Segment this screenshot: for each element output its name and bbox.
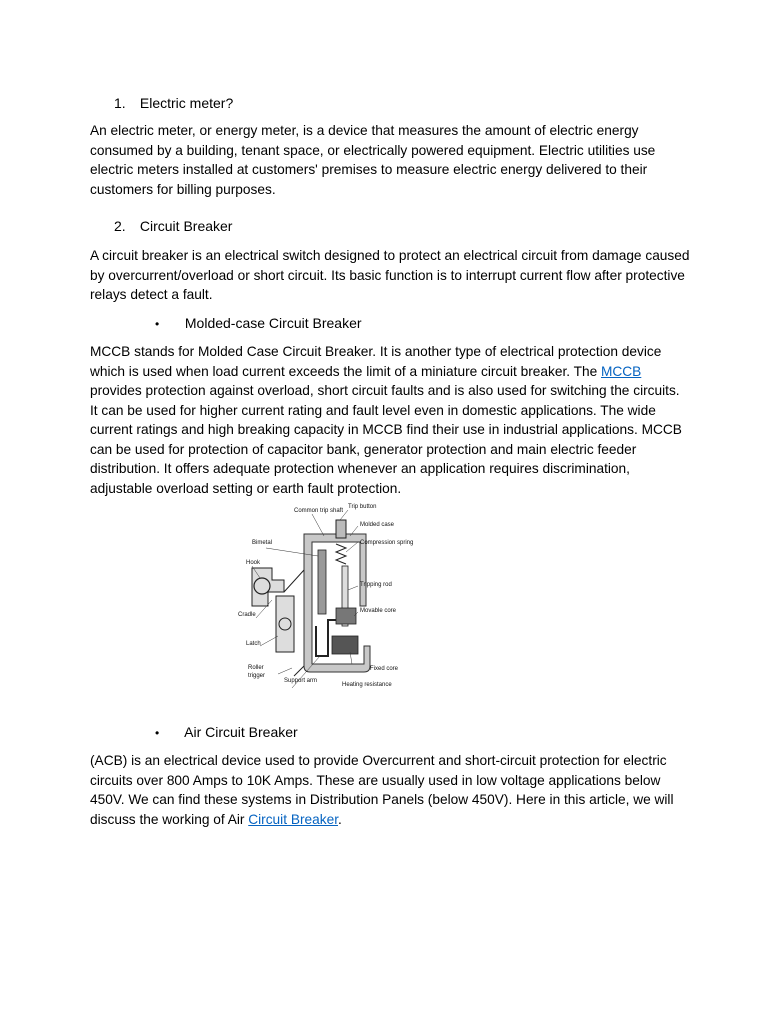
bullet-acb: [155, 723, 298, 741]
mccb-link[interactable]: MCCB: [601, 363, 642, 379]
label-molded-case: Molded case: [360, 522, 395, 528]
label-cradle: Cradle: [238, 612, 256, 618]
bimetal-shape: [318, 550, 326, 614]
bullet-icon: •: [155, 726, 160, 740]
label-trigger: trigger: [248, 673, 266, 679]
acb-text: (ACB) is an electrical device used to provide Overcurrent and short-circuit protection for electric circuits over 800 Amps to 10K Amps. These are usually used in low voltage applications below 450V. We can find these systems in Distribution Panels (below 450V). Here in this article, we will discuss the working of Air: [90, 753, 674, 827]
label-trip-button: Trip button: [348, 504, 377, 510]
acb-paragraph: [90, 751, 690, 829]
label-fixed-core: Fixed core: [370, 666, 399, 672]
mccb-diagram-svg: [232, 496, 414, 692]
bullet-label: Molded-case Circuit Breaker: [184, 315, 362, 331]
heading-label: Circuit Breaker: [139, 218, 233, 234]
label-support-arm: Support arm: [284, 678, 318, 684]
bullet-mccb: [155, 314, 362, 332]
acb-text-end: .: [338, 811, 342, 827]
label-compression-spring: Compression spring: [360, 540, 414, 546]
label-latch: Latch: [246, 641, 261, 647]
electric-meter-paragraph: An electric meter, or energy meter, is a device that measures the amount of electric energy consumed by a building, tenant space, or electrically powered equipment. Electric utilities use electric meters installed at customers' premises to measure electric energy delivered to their customers for billing purposes.: [90, 123, 656, 197]
label-roller: Roller: [248, 665, 264, 671]
mccb-paragraph: [90, 342, 690, 498]
heading-circuit-breaker: [114, 217, 232, 235]
label-heating-resistance: Heating resistance: [342, 682, 392, 688]
mccb-text-2: provides protection against overload, short circuit faults and is also used for switching the circuits. It can be used for higher current rating and fault level even in domestic applications. The wide current ratings and high breaking capacity in MCCB find their use in industrial applications. MCCB can be used for protection of capacitor bank, generator protection and main electric feeder distribution. It offers adequate protection whenever an application requires discrimination, adjustable overload setting or earth fault protection.: [90, 383, 682, 496]
mccb-diagram: [232, 496, 414, 692]
heading-number: 1.: [114, 95, 126, 111]
heading-number: 2.: [114, 218, 126, 234]
mccb-text-1: MCCB stands for Molded Case Circuit Breaker. It is another type of electrical protection device which is used when load current exceeds the limit of a miniature circuit breaker. The: [90, 344, 662, 379]
label-common-trip-shaft: Common trip shaft: [294, 508, 344, 514]
movable-core-shape: [336, 608, 356, 624]
fixed-core-shape: [332, 636, 358, 654]
heading-electric-meter: [114, 94, 233, 112]
bullet-icon: •: [155, 317, 160, 331]
circuit-breaker-paragraph: A circuit breaker is an electrical switch designed to protect an electrical circuit from damage caused by overcurrent/overload or short circuit. Its basic function is to interrupt current flow after protective relays detect a fault.: [90, 248, 690, 302]
label-hook: Hook: [246, 560, 261, 566]
label-movable-core: Movable core: [360, 608, 397, 614]
heading-label: Electric meter?: [139, 95, 234, 111]
bullet-label: Air Circuit Breaker: [184, 724, 298, 740]
label-bimetal: Bimetal: [252, 540, 273, 546]
label-tripping-rod: Tripping rod: [360, 582, 392, 588]
trip-button-shape: [336, 520, 346, 538]
circuit-breaker-link[interactable]: Circuit Breaker: [248, 811, 338, 827]
